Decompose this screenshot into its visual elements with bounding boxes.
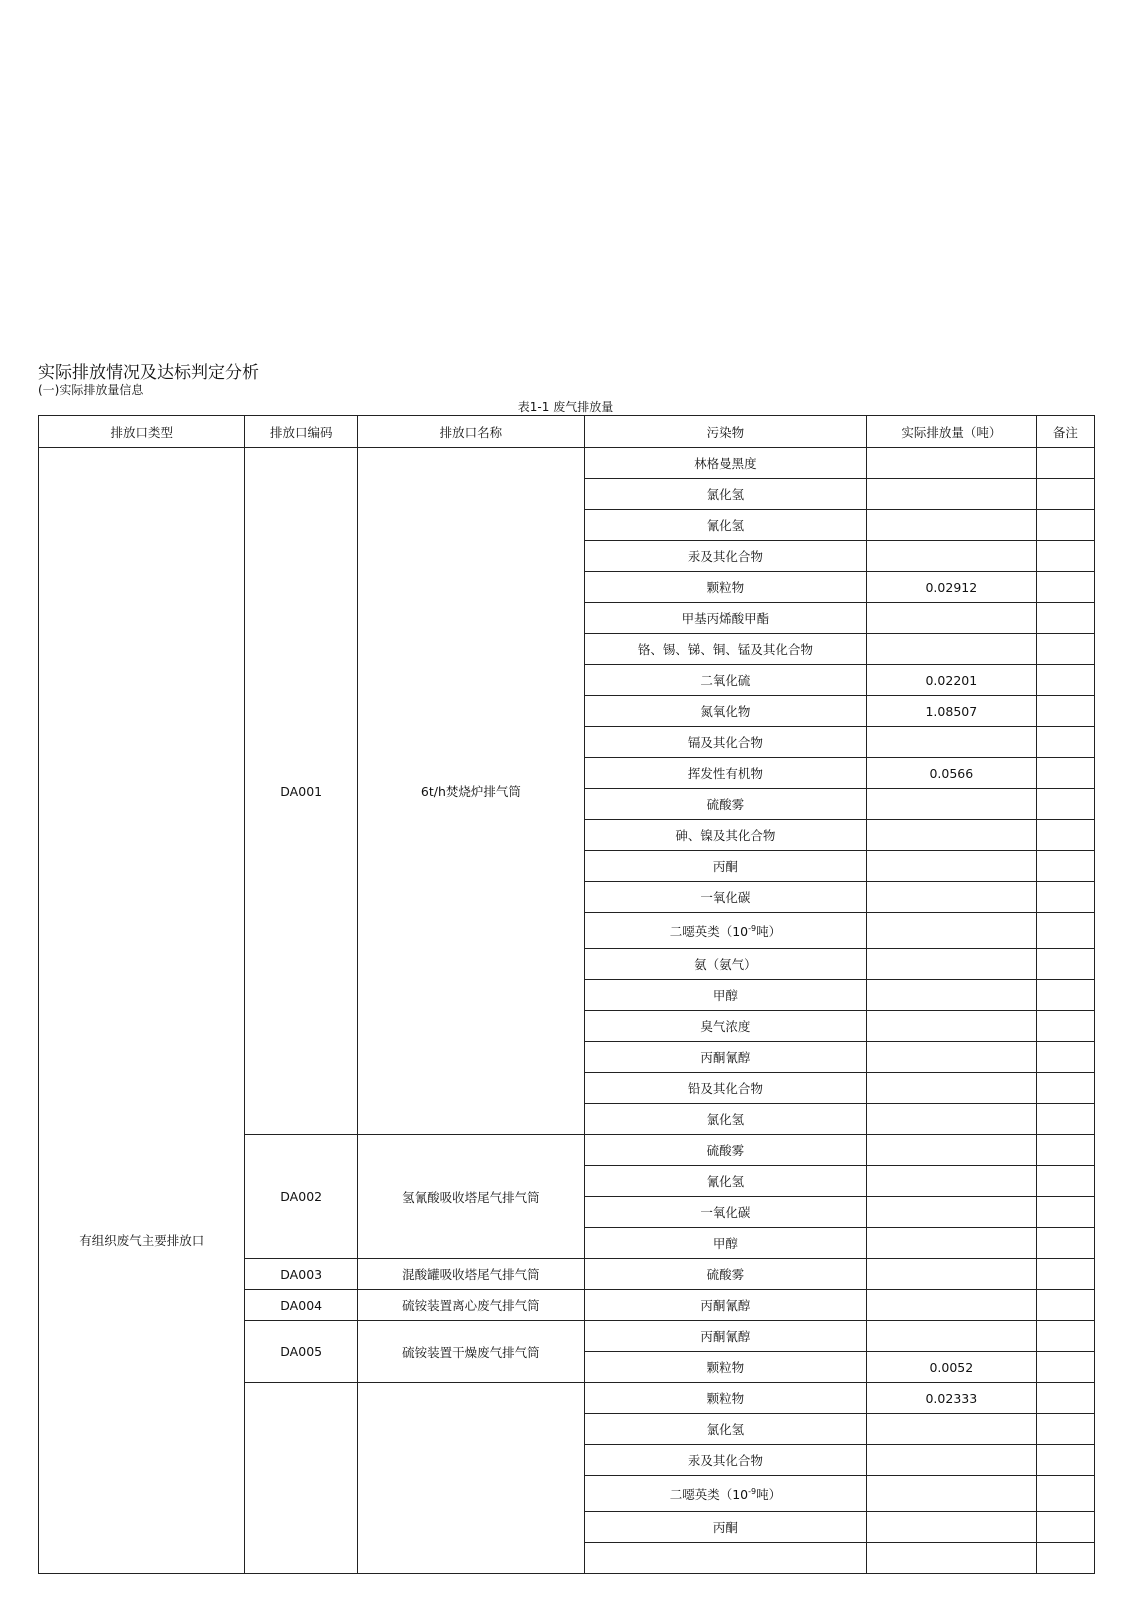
outlet-type-cell: 有组织废气主要排放口 (39, 448, 245, 1574)
column-header-remarks: 备注 (1036, 416, 1094, 448)
pollutant-name: 丙酮 (712, 1520, 738, 1535)
pollutant-cell (584, 1197, 866, 1228)
remarks-cell (1036, 572, 1094, 603)
amount-cell (867, 1042, 1037, 1073)
pollutant-name: 颗粒物 (706, 1391, 745, 1406)
pollutant-name: 砷、镍及其化合物 (675, 828, 776, 843)
pollutant-cell (584, 603, 866, 634)
remarks-cell (1036, 913, 1094, 949)
outlet-name-cell: 硫铵装置离心废气排气筒 (357, 1290, 584, 1321)
remarks-cell (1036, 1073, 1094, 1104)
pollutant-cell (584, 820, 866, 851)
amount-cell (867, 1414, 1037, 1445)
column-header-pollutant: 污染物 (584, 416, 866, 448)
amount-cell (867, 1543, 1037, 1574)
amount-cell (867, 634, 1037, 665)
column-header-outlet-type: 排放口类型 (39, 416, 245, 448)
remarks-cell (1036, 1476, 1094, 1512)
pollutant-name: 氯化氢 (706, 487, 745, 502)
unit-exponent: -9 (748, 1486, 757, 1496)
remarks-cell (1036, 1011, 1094, 1042)
pollutant-cell (584, 1011, 866, 1042)
amount-cell (867, 1104, 1037, 1135)
outlet-code-cell: DA004 (245, 1290, 357, 1321)
pollutant-cell (584, 1476, 866, 1512)
amount-cell: 1.08507 (867, 696, 1037, 727)
outlet-name-cell: 6t/h焚烧炉排气筒 (357, 448, 584, 1135)
remarks-cell (1036, 479, 1094, 510)
pollutant-cell (584, 1166, 866, 1197)
outlet-code-cell: DA001 (245, 448, 357, 1135)
pollutant-name: 硫酸雾 (706, 1143, 745, 1158)
pollutant-name: 臭气浓度 (700, 1019, 751, 1034)
pollutant-cell (584, 634, 866, 665)
outlet-code-cell: DA005 (245, 1321, 357, 1383)
pollutant-cell (584, 479, 866, 510)
outlet-name-cell: 氢氰酸吸收塔尾气排气筒 (357, 1135, 584, 1259)
amount-cell (867, 727, 1037, 758)
pollutant-cell (584, 541, 866, 572)
pollutant-name: 二氧化硫 (700, 673, 751, 688)
pollutant-cell (584, 1512, 866, 1543)
pollutant-name: 二噁英类（10 (669, 923, 749, 939)
remarks-cell (1036, 727, 1094, 758)
page-title: 实际排放情况及达标判定分析 (38, 363, 259, 383)
amount-cell (867, 851, 1037, 882)
pollutant-cell (584, 980, 866, 1011)
remarks-cell (1036, 448, 1094, 479)
pollutant-name: 汞及其化合物 (687, 549, 763, 564)
column-header-outlet-code: 排放口编码 (245, 416, 357, 448)
section-subtitle: (一)实际排放量信息 (38, 383, 144, 397)
table-header-row (39, 416, 1095, 448)
pollutant-name: 氨（氨气） (694, 957, 757, 972)
pollutant-cell (584, 1104, 866, 1135)
remarks-cell (1036, 1352, 1094, 1383)
pollutant-name: 镉及其化合物 (687, 735, 763, 750)
remarks-cell (1036, 1290, 1094, 1321)
remarks-cell (1036, 758, 1094, 789)
pollutant-cell (584, 949, 866, 980)
column-header-outlet-name: 排放口名称 (357, 416, 584, 448)
pollutant-cell (584, 1321, 866, 1352)
pollutant-name: 丙酮氰醇 (700, 1298, 751, 1313)
pollutant-cell (584, 727, 866, 758)
amount-cell (867, 1135, 1037, 1166)
amount-cell (867, 820, 1037, 851)
pollutant-name: 颗粒物 (706, 1360, 745, 1375)
pollutant-name: 硫酸雾 (706, 797, 745, 812)
amount-cell: 0.02201 (867, 665, 1037, 696)
pollutant-cell (584, 851, 866, 882)
pollutant-cell (584, 882, 866, 913)
amount-cell (867, 913, 1037, 949)
pollutant-cell (584, 696, 866, 727)
amount-cell (867, 1290, 1037, 1321)
pollutant-name: 二噁英类（10 (669, 1486, 749, 1502)
pollutant-name: 硫酸雾 (706, 1267, 745, 1282)
pollutant-name: 氮氧化物 (700, 704, 751, 719)
pollutant-name: 一氧化碳 (700, 1205, 751, 1220)
remarks-cell (1036, 696, 1094, 727)
remarks-cell (1036, 1321, 1094, 1352)
pollutant-cell (584, 572, 866, 603)
pollutant-cell (584, 1073, 866, 1104)
pollutant-name: 丙酮氰醇 (700, 1329, 751, 1344)
amount-cell (867, 1259, 1037, 1290)
outlet-code-cell (245, 1383, 357, 1574)
amount-cell (867, 1197, 1037, 1228)
emissions-table (38, 415, 1095, 1574)
remarks-cell (1036, 820, 1094, 851)
amount-cell (867, 949, 1037, 980)
pollutant-name: 铅及其化合物 (687, 1081, 763, 1096)
remarks-cell (1036, 1228, 1094, 1259)
outlet-name-cell: 混酸罐吸收塔尾气排气筒 (357, 1259, 584, 1290)
outlet-code-cell: DA002 (245, 1135, 357, 1259)
pollutant-name: 颗粒物 (706, 580, 745, 595)
amount-cell (867, 1321, 1037, 1352)
remarks-cell (1036, 1512, 1094, 1543)
pollutant-cell (584, 1352, 866, 1383)
pollutant-name: 甲醇 (712, 988, 738, 1003)
remarks-cell (1036, 1543, 1094, 1574)
table-caption: 表1-1 废气排放量 (517, 400, 614, 414)
remarks-cell (1036, 510, 1094, 541)
unit-exponent: -9 (748, 923, 757, 933)
pollutant-cell (584, 1445, 866, 1476)
amount-cell (867, 479, 1037, 510)
pollutant-cell (584, 510, 866, 541)
remarks-cell (1036, 1414, 1094, 1445)
remarks-cell (1036, 882, 1094, 913)
remarks-cell (1036, 541, 1094, 572)
pollutant-name: 丙酮 (712, 859, 738, 874)
amount-cell (867, 1011, 1037, 1042)
amount-cell (867, 448, 1037, 479)
remarks-cell (1036, 1383, 1094, 1414)
remarks-cell (1036, 949, 1094, 980)
pollutant-name: 甲醇 (712, 1236, 738, 1251)
remarks-cell (1036, 789, 1094, 820)
pollutant-name: 丙酮氰醇 (700, 1050, 751, 1065)
remarks-cell (1036, 980, 1094, 1011)
remarks-cell (1036, 1104, 1094, 1135)
amount-cell: 0.02912 (867, 572, 1037, 603)
table-row (39, 448, 1095, 479)
remarks-cell (1036, 665, 1094, 696)
amount-cell: 0.02333 (867, 1383, 1037, 1414)
pollutant-cell (584, 913, 866, 949)
pollutant-name: 林格曼黑度 (694, 456, 757, 471)
pollutant-name: 铬、锡、锑、铜、锰及其化合物 (637, 642, 813, 657)
amount-cell (867, 1228, 1037, 1259)
pollutant-cell (584, 1383, 866, 1414)
amount-cell (867, 789, 1037, 820)
remarks-cell (1036, 603, 1094, 634)
pollutant-name: 挥发性有机物 (687, 766, 763, 781)
emissions-table-container (38, 415, 1095, 1600)
amount-cell (867, 510, 1037, 541)
unit-suffix: 吨） (756, 923, 782, 939)
pollutant-cell (584, 1228, 866, 1259)
pollutant-cell (584, 758, 866, 789)
amount-cell (867, 1073, 1037, 1104)
remarks-cell (1036, 1197, 1094, 1228)
remarks-cell (1036, 851, 1094, 882)
pollutant-cell (584, 1414, 866, 1445)
pollutant-cell (584, 1135, 866, 1166)
pollutant-cell (584, 1259, 866, 1290)
pollutant-name: 氰化氢 (706, 1174, 745, 1189)
pollutant-cell (584, 665, 866, 696)
pollutant-name: 氰化氢 (706, 518, 745, 533)
pollutant-name: 甲基丙烯酸甲酯 (681, 611, 770, 626)
pollutant-cell (584, 1042, 866, 1073)
remarks-cell (1036, 1445, 1094, 1476)
outlet-name-cell (357, 1383, 584, 1574)
amount-cell (867, 1512, 1037, 1543)
remarks-cell (1036, 1166, 1094, 1197)
column-header-amount: 实际排放量（吨） (867, 416, 1037, 448)
pollutant-cell (584, 789, 866, 820)
amount-cell (867, 1445, 1037, 1476)
outlet-code-cell: DA003 (245, 1259, 357, 1290)
table-body (39, 448, 1095, 1574)
remarks-cell (1036, 1259, 1094, 1290)
remarks-cell (1036, 1042, 1094, 1073)
amount-cell: 0.0052 (867, 1352, 1037, 1383)
amount-cell (867, 1476, 1037, 1512)
amount-cell (867, 1166, 1037, 1197)
pollutant-cell (584, 448, 866, 479)
remarks-cell (1036, 634, 1094, 665)
amount-cell (867, 980, 1037, 1011)
pollutant-cell (584, 1290, 866, 1321)
amount-cell: 0.0566 (867, 758, 1037, 789)
amount-cell (867, 882, 1037, 913)
unit-suffix: 吨） (756, 1486, 782, 1502)
amount-cell (867, 541, 1037, 572)
pollutant-name: 氯化氢 (706, 1422, 745, 1437)
pollutant-name: 氯化氢 (706, 1112, 745, 1127)
pollutant-name: 一氧化碳 (700, 890, 751, 905)
remarks-cell (1036, 1135, 1094, 1166)
amount-cell (867, 603, 1037, 634)
pollutant-cell (584, 1543, 866, 1574)
outlet-name-cell: 硫铵装置干燥废气排气筒 (357, 1321, 584, 1383)
pollutant-name: 汞及其化合物 (687, 1453, 763, 1468)
